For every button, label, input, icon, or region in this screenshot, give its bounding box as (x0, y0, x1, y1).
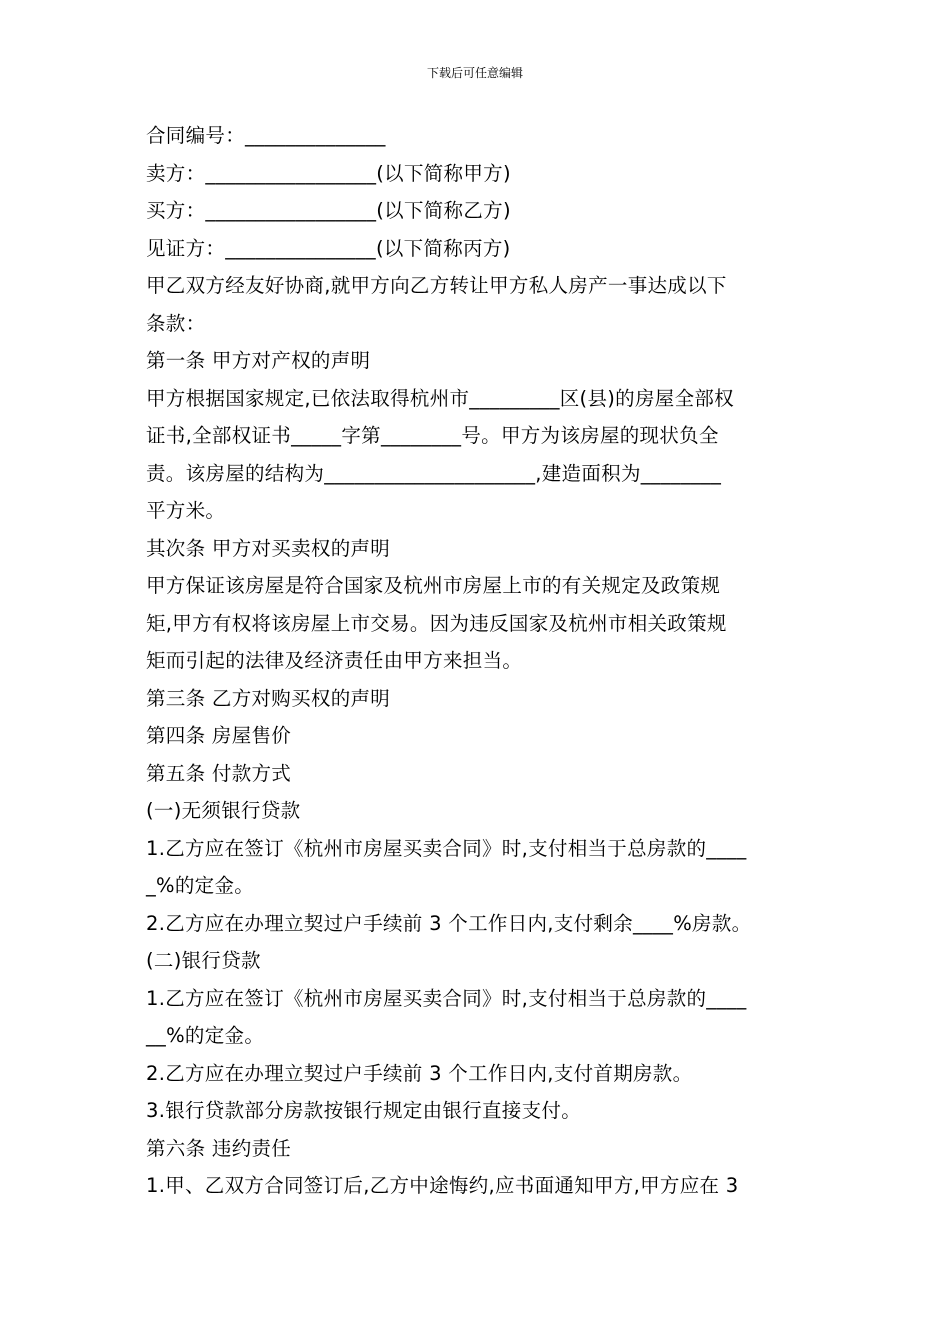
paragraph-line: 责。该房屋的结构为_____________________,建造面积为________ (146, 461, 722, 485)
page-header: 下载后可任意编辑 (426, 66, 523, 80)
contract-number-line: 合同编号：______________ (146, 124, 386, 147)
paragraph-line: __%的定金。 (146, 1024, 265, 1047)
paragraph-line: 矩而引起的法律及经济责任由甲方来担当。 (146, 649, 523, 672)
subsection-heading: (二)银行贷款 (146, 949, 261, 972)
paragraph-line: 甲方保证该房屋是符合国家及杭州市房屋上市的有关规定及政策规 (146, 574, 721, 597)
section-heading: 第三条 乙方对购买权的声明 (146, 686, 391, 710)
paragraph-line: 3.银行贷款部分房款按银行规定由银行直接支付。 (146, 1099, 582, 1122)
section-heading: 第五条 付款方式 (146, 761, 292, 785)
paragraph-line: 1.甲、乙双方合同签订后,乙方中途悔约,应书面通知甲方,甲方应在 3 (146, 1174, 739, 1197)
paragraph-line: 平方米。 (146, 499, 226, 522)
paragraph-line: 甲方根据国家规定,已依法取得杭州市_________区(县)的房屋全部权 (146, 386, 734, 410)
section-heading: 第一条 甲方对产权的声明 (146, 349, 371, 372)
witness-line: 见证方：_______________(以下简称丙方) (146, 236, 511, 260)
buyer-line: 买方：_________________(以下简称乙方) (146, 199, 511, 222)
paragraph-line: 甲乙双方经友好协商,就甲方向乙方转让甲方私人房产一事达成以下 (146, 274, 727, 297)
seller-line: 卖方：_________________(以下简称甲方) (146, 161, 511, 185)
section-heading: 其次条 甲方对买卖权的声明 (146, 536, 391, 560)
paragraph-line: 1.乙方应在签订《杭州市房屋买卖合同》时,支付相当于总房款的____ (146, 836, 747, 860)
section-heading: 第六条 违约责任 (146, 1136, 292, 1160)
paragraph-line: 矩,甲方有权将该房屋上市交易。因为违反国家及杭州市相关政策规 (146, 611, 727, 635)
paragraph-line: _%的定金。 (146, 874, 255, 897)
document-body (146, 117, 808, 1205)
section-heading: 第四条 房屋售价 (146, 724, 292, 747)
paragraph-line: 2.乙方应在办理立契过户手续前 3 个工作日内,支付首期房款。 (146, 1061, 693, 1085)
paragraph-line: 证书,全部权证书_____字第________号。甲方为该房屋的现状负全 (146, 424, 719, 447)
paragraph-line: 2.乙方应在办理立契过户手续前 3 个工作日内,支付剩余____%房款。 (146, 911, 752, 935)
paragraph-line: 条款： (146, 311, 206, 335)
paragraph-line: 1.乙方应在签订《杭州市房屋买卖合同》时,支付相当于总房款的____ (146, 986, 747, 1010)
subsection-heading: (一)无须银行贷款 (146, 799, 301, 822)
